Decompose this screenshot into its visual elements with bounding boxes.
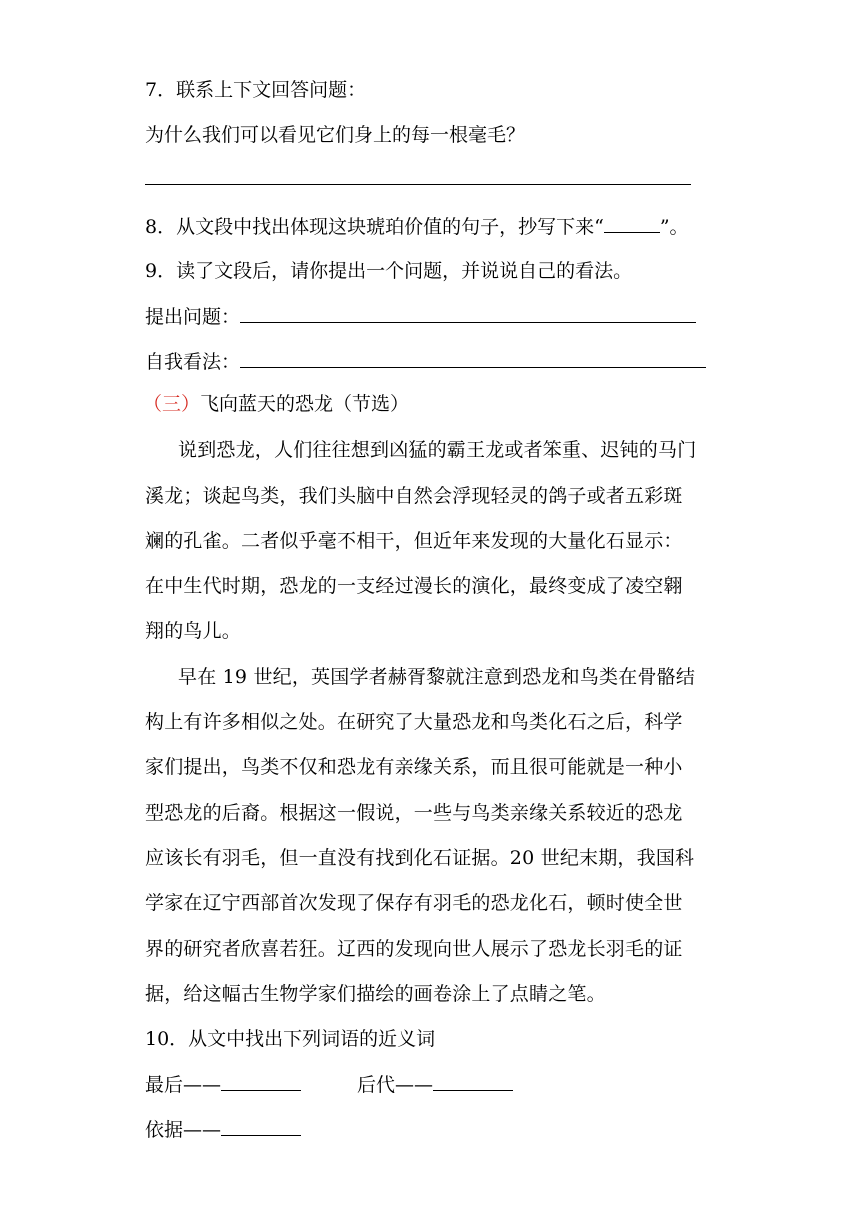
q9-view-label: 自我看法：	[145, 351, 241, 373]
q10-row-2	[357, 1072, 513, 1097]
q7-answer-line[interactable]	[145, 184, 691, 185]
q9-view-blank[interactable]	[240, 349, 706, 368]
passage-p2-line-3: 家们提出，鸟类不仅和恐龙有亲缘关系，而且很可能就是一种小	[145, 756, 683, 778]
passage-p1-line-3: 斓的孔雀。二者似乎毫不相干，但近年来发现的大量化石显示：	[145, 530, 683, 552]
q9-ask-label: 提出问题：	[145, 306, 241, 328]
passage-p1-line-5: 翔的鸟儿。	[145, 620, 242, 642]
q10-item-label: 最后——	[145, 1074, 222, 1096]
section3-number: （三）	[143, 393, 201, 415]
passage-p1-line-2: 溪龙；谈起鸟类，我们头脑中自然会浮现轻灵的鸽子或者五彩斑	[145, 485, 683, 507]
passage-p2-line-8: 据，给这幅古生物学家们描绘的画卷涂上了点睛之笔。	[145, 983, 606, 1005]
q10-item-blank[interactable]	[433, 1072, 513, 1091]
passage-p2-line-6: 学家在辽宁西部首次发现了保存有羽毛的恐龙化石，顿时使全世	[145, 892, 683, 914]
q10-row-3	[145, 1117, 301, 1142]
q10-item-label: 依据——	[145, 1119, 222, 1141]
q9-title: 9．读了文段后，请你提出一个问题，并说说自己的看法。	[145, 260, 633, 282]
passage-p2-line-1: 早在 19 世纪，英国学者赫胥黎就注意到恐龙和鸟类在骨骼结	[178, 666, 696, 688]
q8-text	[145, 214, 689, 239]
q10-title: 10．从文中找出下列词语的近义词	[145, 1028, 436, 1050]
q10-item-blank[interactable]	[221, 1072, 301, 1091]
q10-row-1	[145, 1072, 301, 1097]
q7-question: 为什么我们可以看见它们身上的每一根毫毛？	[145, 124, 526, 146]
passage-p2-line-7: 界的研究者欣喜若狂。辽西的发现向世人展示了恐龙长羽毛的证	[145, 938, 683, 960]
q10-item-label: 后代——	[357, 1074, 434, 1096]
passage-p1-line-4: 在中生代时期，恐龙的一支经过漫长的演化，最终变成了凌空翱	[145, 575, 683, 597]
section3-title: 飞向蓝天的恐龙（节选）	[200, 393, 410, 415]
passage-p2-line-2: 构上有许多相似之处。在研究了大量恐龙和鸟类化石之后，科学	[145, 711, 683, 733]
q7-title: 7．联系上下文回答问题：	[145, 79, 367, 101]
q9-ask-blank[interactable]	[240, 304, 696, 323]
q8-text-before: 8．从文段中找出体现这块琥珀价值的句子，抄写下来“	[145, 216, 604, 238]
q8-answer-blank[interactable]	[604, 214, 660, 233]
q8-text-after: ”。	[659, 216, 689, 238]
q10-item-blank[interactable]	[221, 1117, 301, 1136]
q9-view-row	[145, 349, 706, 374]
section3-heading	[143, 392, 409, 416]
passage-p1-line-1: 说到恐龙，人们往往想到凶猛的霸王龙或者笨重、迟钝的马门	[178, 439, 697, 461]
q9-ask-row	[145, 304, 696, 329]
passage-p2-line-5: 应该长有羽毛，但一直没有找到化石证据。20 世纪末期，我国科	[145, 847, 695, 869]
passage-p2-line-4: 型恐龙的后裔。根据这一假说，一些与鸟类亲缘关系较近的恐龙	[145, 802, 683, 824]
